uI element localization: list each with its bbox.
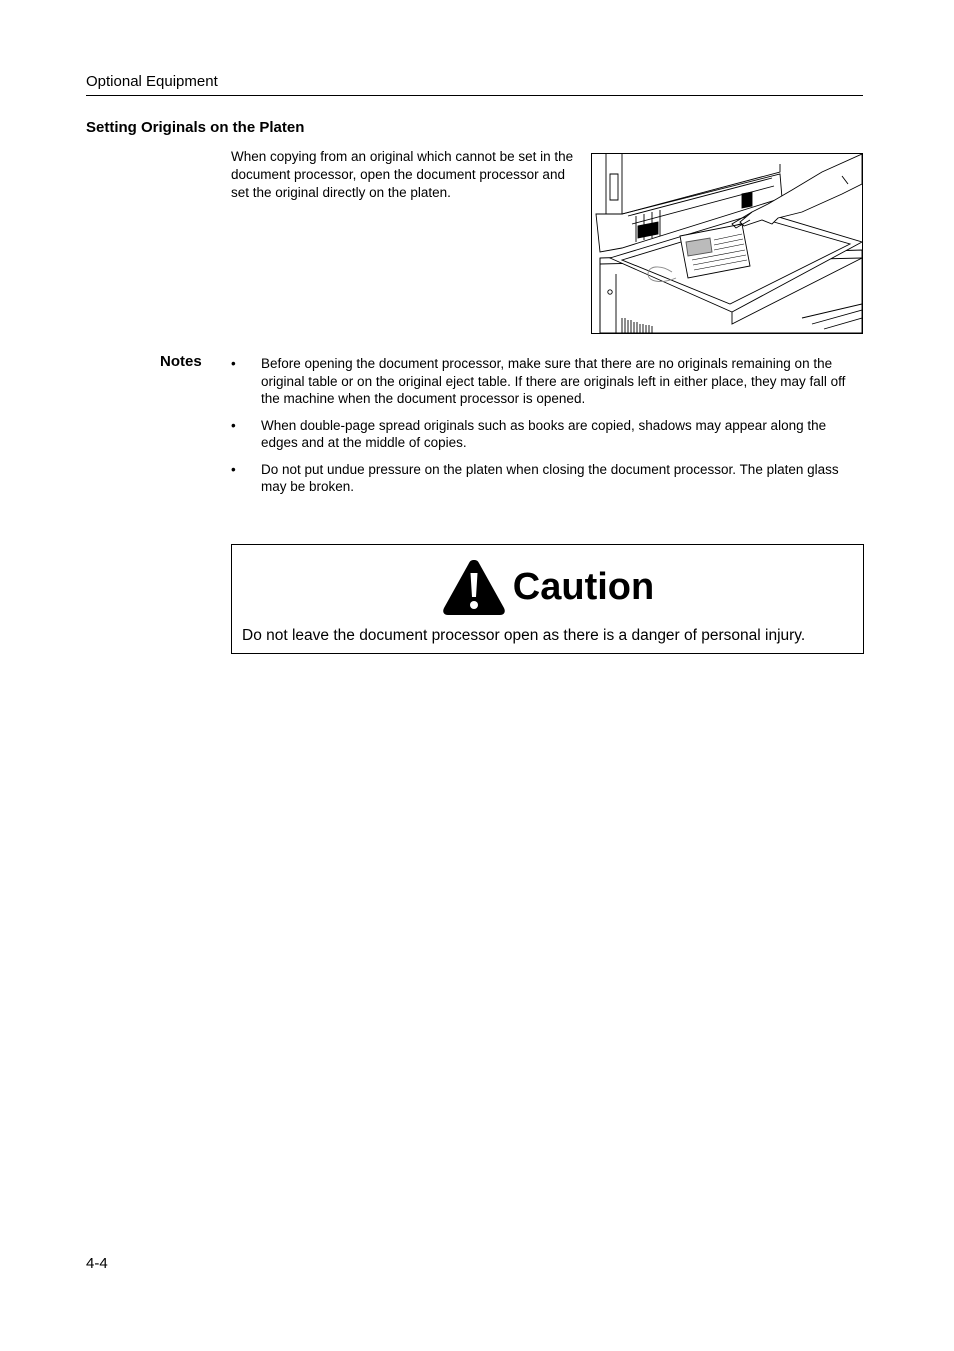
bullet: • bbox=[231, 356, 236, 371]
notes-label: Notes bbox=[160, 353, 202, 370]
note-text: When double-page spread originals such as books are copied, shadows may appear along the edges and at the middle of copies. bbox=[261, 417, 827, 450]
caution-title: Caution bbox=[512, 566, 655, 608]
warning-triangle-icon bbox=[441, 558, 507, 616]
header-title: Optional Equipment bbox=[86, 73, 218, 90]
page-number: 4-4 bbox=[86, 1255, 108, 1272]
list-item bbox=[231, 417, 863, 452]
page-header bbox=[86, 73, 863, 96]
intro-paragraph: When copying from an original which cannot be set in the document processor, open the document processor and set the original directly on the platen. bbox=[231, 149, 574, 200]
bullet: • bbox=[231, 461, 236, 477]
bullet: • bbox=[231, 417, 236, 433]
note-text: Before opening the document processor, make sure that there are no originals remaining on the original table or on the original eject table. If there are originals left in either place, they may fall off the machine when the document processor is opened. bbox=[261, 356, 846, 406]
note-text: Do not put undue pressure on the platen when closing the document processor. The platen glass may be broken. bbox=[261, 461, 839, 494]
notes-list bbox=[231, 355, 863, 505]
caution-box bbox=[231, 544, 864, 654]
copier-platen-illustration bbox=[591, 153, 863, 334]
list-item bbox=[231, 355, 863, 408]
caution-heading bbox=[232, 557, 863, 617]
section-title: Setting Originals on the Platen bbox=[86, 119, 305, 136]
list-item bbox=[231, 461, 863, 496]
caution-text: Do not leave the document processor open as there is a danger of personal injury. bbox=[242, 627, 806, 644]
